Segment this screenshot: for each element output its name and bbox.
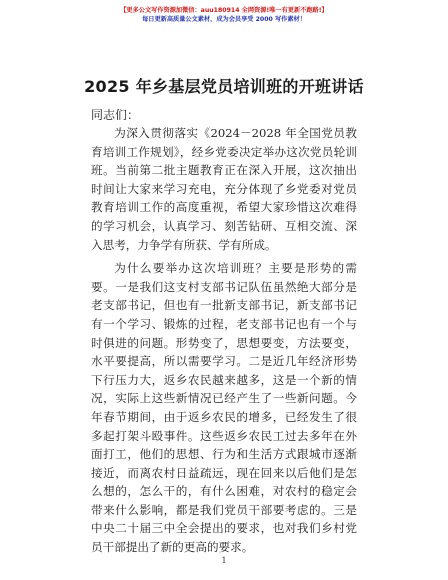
document-body — [91, 124, 357, 562]
salutation: 同志们： — [91, 108, 140, 122]
body-paragraph-1: 为深入贯彻落实《2024－2028 年全国党员教育培训工作规划》，经乡党委决定举办这次党员轮训班。当前第二批主题教育正在深入开展，这次抽出时间让大家来学习充电，充分体现了乡党委对党员教育培训工作的高度重视，希望大家珍惜这次难得的学习机会，认真学习、刻苦钻研、互相交流、深入思考，力争学有所获、学有所成。 — [91, 126, 357, 252]
page-number: 1 — [221, 556, 227, 565]
body-paragraph-2: 为什么要举办这次培训班？主要是形势的需要。一是我们这支村支部书记队伍虽然绝大部分是老支部书记，但也有一批新支部书记，新支部书记有一个学习、锻炼的过程，老支部书记也有一个与时俱进的问题。形势变了，思想要变，方法要变，水平要提高，所以需要学习。二是近几年经济形势下行压力大，返乡农民越来越多，这是一个新的情况，实际上这些新情况已经产生了一些新问题。今年春节期间，由于返乡农民的增多，已经发生了很多起打架斗殴事件。这些返乡农民工过去多年在外面打工，他们的思想、行为和生活方式跟城市逐渐接近，而离农村日益疏远，现在回来以后他们是怎么想的，怎么干的，有什么困难，对农村的稳定会带来什么影响，都是我们党员干部要考虑的。三是中央二十届三中全会提出的要求，也对我们乡村党员干部提出了新的更高的要求。 — [91, 261, 357, 555]
document-title: 2025 年乡基层党员培训班的开班讲话 — [84, 77, 364, 96]
promo-banner-line-1: 【更多公文写作资源加微信：auu180914 全网资源!唯一有更新不跑路!】 — [120, 7, 328, 14]
promo-banner-line-2: 每日更新高质量公文素材，成为会员享受 2000 写作素材！ — [142, 16, 306, 23]
promo-banner — [0, 6, 448, 24]
